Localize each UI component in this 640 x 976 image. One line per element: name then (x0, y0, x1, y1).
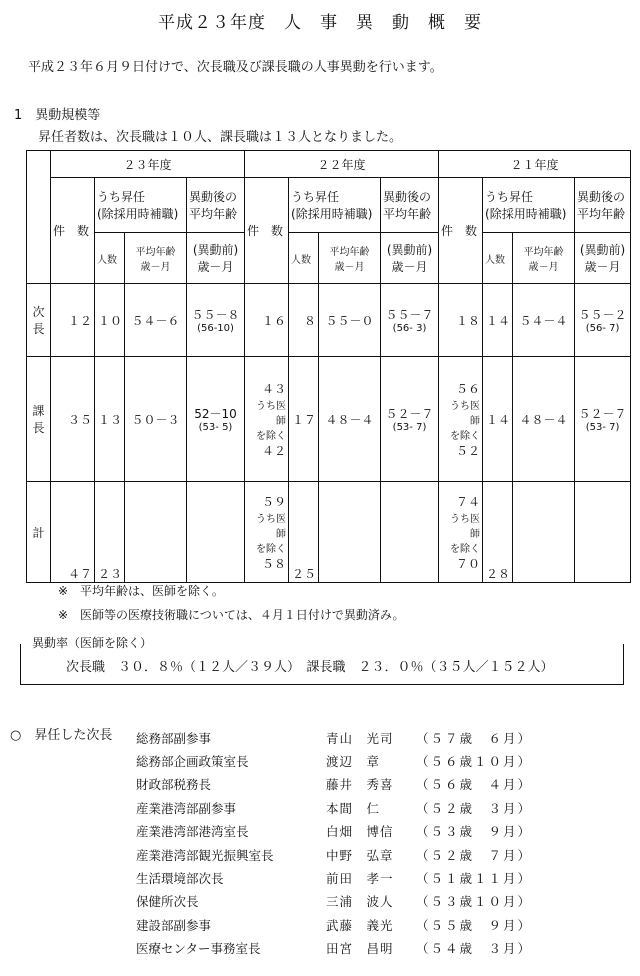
promo-header: うち昇任 (除採用時補職) (95, 178, 187, 233)
empty-cell (381, 482, 439, 583)
empty-cell (513, 482, 575, 583)
people-cell: １４ (483, 357, 513, 482)
list-item: 建設部副参事 武藤 義光 （５５歳 ９月） (136, 917, 533, 933)
row-label-kacho: 課長 (27, 357, 51, 482)
people-cell: １３ (95, 357, 125, 482)
avg-age-cell: ４８－４ (513, 357, 575, 482)
row-label-kei: 計 (27, 482, 51, 583)
note-2: ※ 医師等の医療技術職については、４月１日付けで異動済み。 (58, 608, 405, 622)
count-cell: ７４ うち医師 を除く ７０ (439, 482, 483, 583)
empty-cell (319, 482, 381, 583)
count-cell: ５６ うち医師 を除く ５２ (439, 357, 483, 482)
list-item: 産業港湾部港湾室長 白畑 博信 （５３歳 ９月） (136, 824, 533, 840)
list-item: 総務部企画政策室長 渡辺 章 （５６歳１０月） (136, 754, 533, 770)
after-age-header: 異動後の 平均年齢 (187, 178, 245, 233)
empty-cell (125, 482, 187, 583)
after-age-cell: ５５－８ (56-10) (187, 284, 245, 357)
count-header: 件 数 (439, 178, 483, 284)
before-header: (異動前) 歳－月 (575, 233, 631, 284)
count-header: 件 数 (245, 178, 289, 284)
promoted-heading: ○ 昇任した次長 (10, 728, 113, 743)
after-age-header: 異動後の 平均年齢 (575, 178, 631, 233)
people-cell: ２８ (483, 482, 513, 583)
count-cell: ５９ うち医師 を除く ５８ (245, 482, 289, 583)
list-item: 生活環境部次長 前田 孝一 （５１歳１１月） (136, 871, 533, 887)
people-cell: １７ (289, 357, 319, 482)
after-age-header: 異動後の 平均年齢 (381, 178, 439, 233)
avg-age-cell: ５４－４ (513, 284, 575, 357)
avg-age-header: 平均年齢 歳－月 (513, 233, 575, 284)
count-cell: １８ (439, 284, 483, 357)
count-header: 件 数 (51, 178, 95, 284)
document-title: 平成２３年度 人 事 異 動 概 要 (158, 13, 482, 33)
list-item: 保健所次長 三浦 波人 （５３歳１０月） (136, 894, 533, 910)
count-cell: １６ (245, 284, 289, 357)
people-header: 人数 (95, 233, 125, 284)
list-item: 医療センター事務室長 田宮 昌明 （５４歳 ３月） (136, 941, 533, 957)
note-1: ※ 平均年齢は、医師を除く。 (58, 584, 224, 598)
rate-label: 異動率（医師を除く） (28, 634, 156, 651)
section-summary: 昇任者数は、次長職は１０人、課長職は１３人となりました。 (38, 130, 403, 145)
avg-age-header: 平均年齢 歳－月 (319, 233, 381, 284)
empty-cell (187, 482, 245, 583)
people-cell: １４ (483, 284, 513, 357)
after-age-cell: 52－10 (53- 5) (187, 357, 245, 482)
list-item: 産業港湾部副参事 本間 仁 （５２歳 ３月） (136, 800, 533, 816)
count-cell: １２ (51, 284, 95, 357)
promo-header: うち昇任 (除採用時補職) (483, 178, 575, 233)
people-header: 人数 (483, 233, 513, 284)
list-item: 総務部副参事 青山 光司 （５７歳 ６月） (136, 730, 533, 746)
row-label-jicho: 次長 (27, 284, 51, 357)
avg-age-header: 平均年齢 歳－月 (125, 233, 187, 284)
count-cell: ４３ うち医師 を除く ４２ (245, 357, 289, 482)
corner-cell (27, 151, 51, 284)
before-header: (異動前) 歳－月 (187, 233, 245, 284)
after-age-cell: ５２－７ (53- 7) (575, 357, 631, 482)
empty-cell (575, 482, 631, 583)
avg-age-cell: ４８－４ (319, 357, 381, 482)
people-header: 人数 (289, 233, 319, 284)
after-age-cell: ５２－７ (53- 7) (381, 357, 439, 482)
people-cell: ２５ (289, 482, 319, 583)
year-header-22: ２２年度 (245, 151, 439, 178)
promo-header: うち昇任 (除採用時補職) (289, 178, 381, 233)
section-heading: 1 異動規模等 (14, 108, 101, 123)
after-age-cell: ５５－７ (56- 3) (381, 284, 439, 357)
avg-age-cell: ５５－０ (319, 284, 381, 357)
people-cell: １０ (95, 284, 125, 357)
count-cell: ３５ (51, 357, 95, 482)
after-age-cell: ５５－２ (56- 7) (575, 284, 631, 357)
rate-line: 次長職 ３０．８％（１２人／３９人） 課長職 ２３．０％（３５人／１５２人） (66, 660, 554, 675)
avg-age-cell: ５４－６ (125, 284, 187, 357)
personnel-table (26, 150, 631, 583)
list-item: 産業港湾部観光振興室長 中野 弘章 （５２歳 ７月） (136, 847, 533, 863)
before-header: (異動前) 歳－月 (381, 233, 439, 284)
list-item: 財政部税務長 藤井 秀喜 （５６歳 ４月） (136, 777, 533, 793)
year-header-23: ２３年度 (51, 151, 245, 178)
people-cell: ８ (289, 284, 319, 357)
year-header-21: ２１年度 (439, 151, 631, 178)
count-cell: ４７ (51, 482, 95, 583)
intro-text: 平成２３年６月９日付けで、次長職及び課長職の人事異動を行います。 (28, 60, 443, 75)
avg-age-cell: ５０－３ (125, 357, 187, 482)
people-cell: ２３ (95, 482, 125, 583)
promoted-list (136, 726, 636, 960)
